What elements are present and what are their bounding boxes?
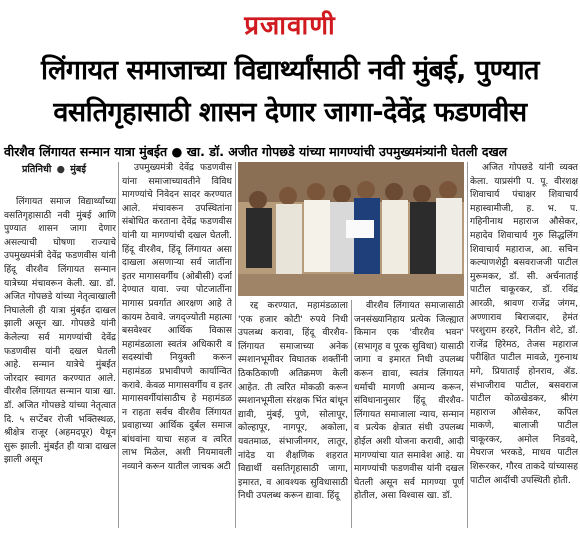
subheadline: वीरशैव लिंगायत सन्मान यात्रा मुंबईत ● खा. डॉ. अजीत गोपछडे यांच्या मागण्यांची उपमुख्यमंत्र्यांनी घेतली दखल bbox=[4, 144, 508, 159]
headline-line-2: वसतिगृहासाठी शासन देणार जागा-देवेंद्र फडणवीस bbox=[53, 97, 527, 128]
news-photo bbox=[238, 162, 464, 296]
column-text: अजित गोपछडे यांनी व्यक्त केला. याप्रसंगी प. पू. वीरशक्ष शिवाचार्य पंचाक्षर शिवाचार्य महास्वामीजी, ह. भ. प. गहिनीनाथ महाराज औसेकर, महादेव शिवाचार्य गुरु सिद्धलिंग शिवाचार्य महाराज, आ. सचिन कल्याणशेट्टी बसवराजजी पाटील मुरूमकर, डॉ. सी. अर्चनाताई पाटील चाकूरकर, डॉ. रविंद्र आरळी, श्रावण राजेंद्र जंगम, अण्णाराव बिराजदार, हेमंत परशुराम हरहरे, नितीन शेटे, डॉ. राजेंद्र हिरेमठ, तेजस महाराज परीक्षित पाटील मावळे, गुरुनाथ मगे, प्रियाताई होनराव, ॲड. संभाजीराव पाटील, बसवराज पाटील कोळखेडकर, श्रीरंग महाराज औसेकर, कपिल माकणे, बालाजी पाटील चाकूरकर, अमोल निडवदे, मेघराज भरकडे, माधव पाटील शिरूरकर, गौरव ताकदे यांच्यासह पाटील आदींची उपस्थिती होती. bbox=[470, 163, 578, 486]
newspaper-logo: प्रजावाणी bbox=[244, 11, 336, 41]
headline bbox=[0, 50, 580, 134]
headline-line-1: लिंगायत समाजाच्या विद्यार्थ्यांसाठी नवी मुंबई, पुण्यात bbox=[40, 55, 540, 86]
column-rule bbox=[118, 162, 119, 528]
article-column-4 bbox=[354, 300, 464, 528]
article-column-3 bbox=[238, 300, 348, 528]
article-column-1 bbox=[4, 196, 116, 528]
article-column-5 bbox=[470, 162, 578, 528]
column-rule bbox=[235, 162, 236, 528]
column-text: लिंगायत समाज विद्यार्थ्यांच्या वसतिगृहासाठी नवी मुंबई आणि पुण्यात शासन जागा देणार असल्याची घोषणा राज्याचे उपमुख्यमंत्री देवेंद्र फडणवीस यांनी हिंदू वीरशैव लिंगायत सन्मान यात्रेच्या मंचावरून केली. खा. डॉ. अजित गोपछडे यांच्या नेतृत्वाखाली निघालेली ही यात्रा मुंबईत दाखल झाली असून खा. गोपछडे यांनी केलेल्या सर्व मागण्यांची देवेंद्र फडणवीस यांनी दखल घेतली आहे. सन्मान यात्रेचे मुंबईत जोरदार स्वागत करण्यात आले. वीरशैव लिंगायत सन्मान यात्रा खा. डॉ. अजित गोपछडे यांच्या नेतृत्वात दि. ५ सप्टेंबर रोजी भक्तिस्थळ, श्रीक्षेत्र राजूर (अहमदपूर) येथून सुरू झाली. मुंबईत ही यात्रा दाखल झाली असून bbox=[4, 197, 116, 466]
dateline bbox=[22, 162, 86, 175]
column-text: वीरशैव लिंगायत समाजासाठी जनसंख्यानिहाय प्रत्येक जिल्ह्यात किमान एक 'वीरशैव भवन' (सभागृह व पूरक सुविधा) यासाठी जागा व इमारत निधी उपलब्ध करून द्यावा, स्वतंत्र लिंगायत धर्माची मागणी अमान्य करून, संविधानानुसार हिंदू वीरशैव-लिंगायत समाजाला न्याय, सन्मान व प्रत्येक क्षेत्रात संधी उपलब्ध होईल अशी योजना करावी, आदी मागण्यांचा यात समावेश आहे. या मागण्यांची फडणवीस यांनी दखल घेतली असून सर्व मागण्या पूर्ण होतील, असा विश्वास खा. डॉ. bbox=[354, 301, 464, 502]
column-rule bbox=[351, 300, 352, 528]
column-text: रद्द करण्यात, महामंडळाला 'एक हजार कोटी' रुपये निधी उपलब्ध करावा, हिंदू वीरशैव-लिंगायत समाजाच्या अनेक स्मशानभूमीवर विघातक शक्तींनी ठिकठिकाणी अतिक्रमण केली आहेत. ती त्वरित मोकळी करून स्मशानभूमीला संरक्षक भिंत बांधून द्यावी, मुंबई, पुणे, सोलापूर, कोल्हापूर, नागपूर, अकोला, यवतमाळ, संभाजीनगर, लातूर, नांदेड या शैक्षणिक शहरात विद्यार्थी वसतिगृहासाठी जागा, इमारत, व आवश्यक सुविधासाठी निधी उपलब्ध करून द्यावा. हिंदू bbox=[238, 301, 348, 502]
column-text: उपमुख्यमंत्री देवेंद्र फडणवीस यांना समाजाच्यावतीने विविध मागण्यांचे निवेदन सादर करण्यात आले. मंचावरून उपस्थितांना संबोधित करताना देवेंद्र फडणवीस यांनी या मागण्यांची दखल घेतली. हिंदू वीरशैव, हिंदू लिंगायत असा दाखला असणाऱ्या सर्व जातींना इतर मागासवर्गीय (ओबीसी) दर्जा देण्यात यावा. ज्या पोटजातींना मागास प्रवर्गात आरक्षण आहे ते कायम ठेवावे. जगद्ज्योती महात्मा बसवेश्वर आर्थिक विकास महामंडळाला स्वतंत्र अधिकारी व सदस्यांची नियुक्ती करून महामंडळ प्रभावीपणे कार्यान्वित करावे. केवळ मागासवर्गीय व इतर मागासवर्गीयांसाठीच हे महामंडळ न राहता सर्वच वीरशैव लिंगायत प्रवाहाच्या आर्थिक दुर्बल समाज बांधवांना याचा सहज व त्वरित लाभ मिळेल, अशी नियमावली नव्याने करून यातील जाचक अटी bbox=[122, 163, 232, 473]
group-photo-image bbox=[238, 162, 464, 296]
dateline-place: मुंबई bbox=[70, 164, 87, 175]
masthead bbox=[0, 0, 580, 50]
dateline-separator: ● bbox=[56, 164, 65, 175]
byline: प्रतिनिधी bbox=[22, 164, 52, 175]
column-rule bbox=[467, 162, 468, 528]
article-column-2 bbox=[122, 162, 232, 528]
